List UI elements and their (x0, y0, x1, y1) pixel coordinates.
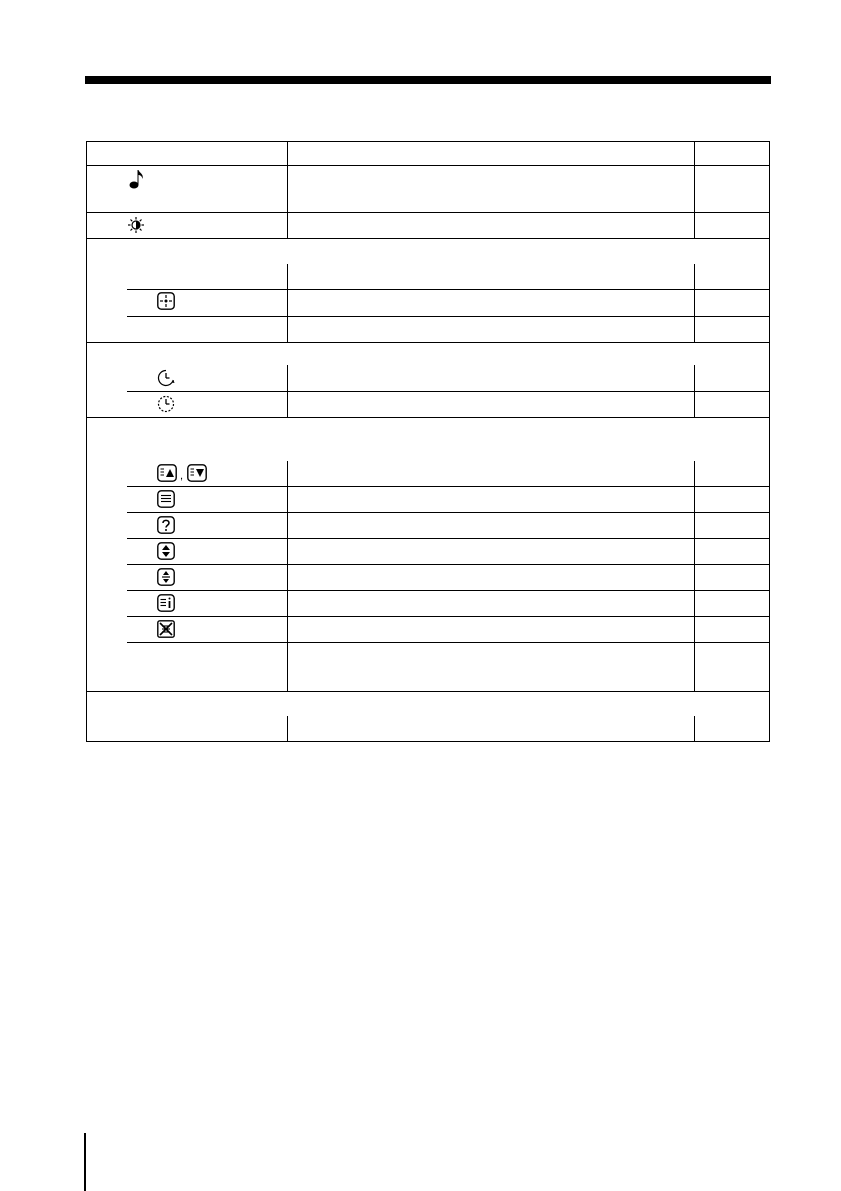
music-note-icon (129, 169, 145, 189)
row-divider (87, 165, 769, 166)
column-divider (287, 716, 288, 742)
column-divider (694, 716, 695, 742)
header-rule (85, 76, 771, 84)
row-divider (87, 212, 769, 213)
row-divider (87, 342, 769, 343)
row-divider (87, 691, 769, 692)
timer-off-icon (157, 395, 175, 413)
hold-icon (157, 568, 175, 586)
separator-comma: , (180, 470, 184, 482)
text-lines-icon (157, 490, 175, 508)
page-down-icon (187, 464, 207, 482)
column-divider (287, 264, 288, 343)
expand-icon (157, 542, 175, 560)
row-divider (127, 316, 769, 317)
row-divider (127, 538, 769, 539)
brightness-icon (127, 217, 145, 233)
row-divider (127, 289, 769, 290)
margin-rule (84, 1133, 86, 1191)
row-divider (87, 238, 769, 239)
column-divider (694, 264, 695, 343)
row-divider (127, 564, 769, 565)
center-adjust-icon (157, 292, 175, 310)
reveal-icon (157, 516, 175, 534)
row-divider (127, 391, 769, 392)
info-icon (157, 594, 175, 612)
row-divider (127, 642, 769, 643)
column-divider (694, 142, 695, 239)
row-divider (127, 512, 769, 513)
column-divider (287, 142, 288, 239)
row-divider (127, 486, 769, 487)
column-divider (694, 461, 695, 692)
timer-on-icon (157, 369, 175, 387)
function-table (86, 141, 770, 742)
column-divider (287, 461, 288, 692)
row-divider (127, 590, 769, 591)
row-divider (127, 616, 769, 617)
cancel-icon (157, 620, 175, 638)
page-up-icon (157, 464, 177, 482)
row-divider (87, 417, 769, 418)
